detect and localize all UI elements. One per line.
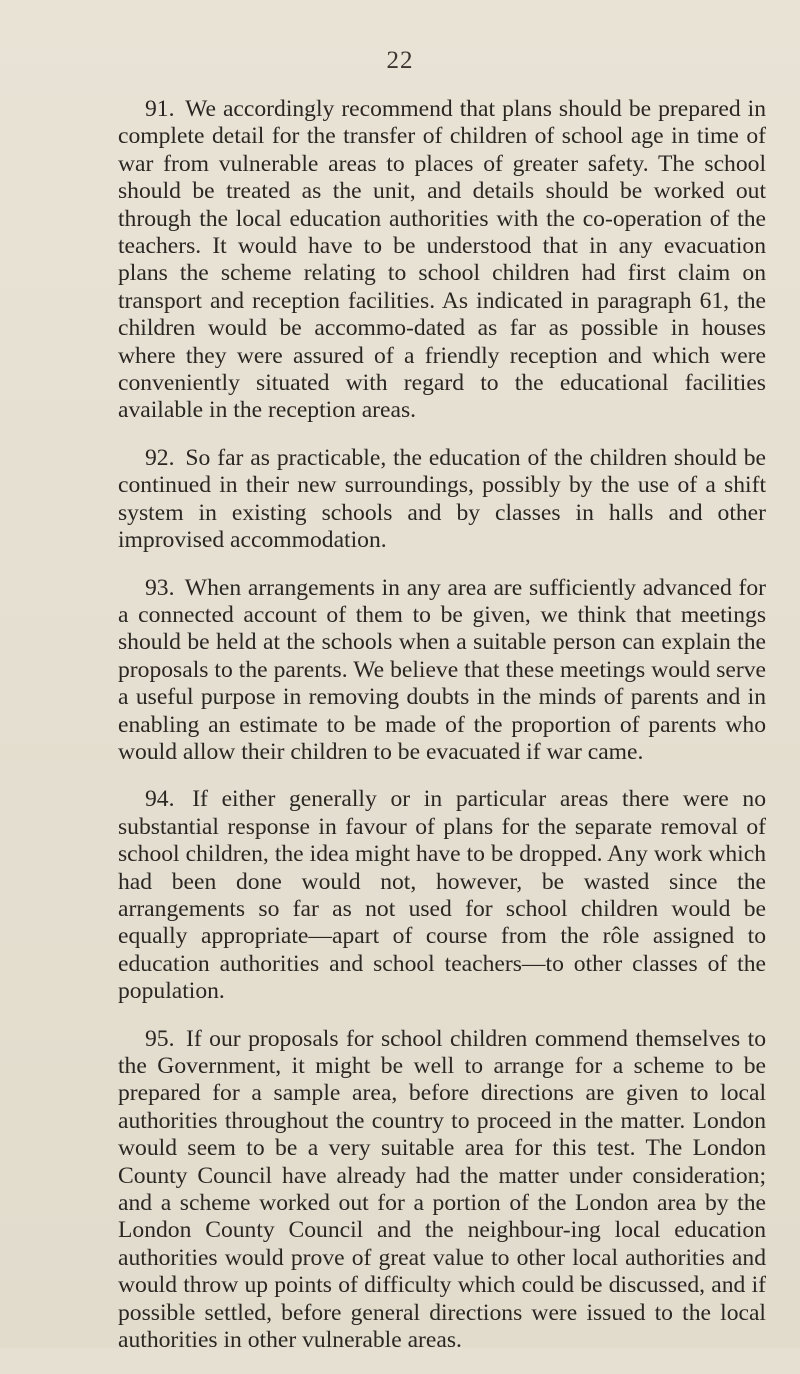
paragraph-94 (118, 786, 766, 1005)
paragraph-number: 93. (145, 574, 175, 601)
paragraph-92 (118, 445, 766, 555)
paragraph-95 (118, 1026, 766, 1355)
paragraph-number: 91. (145, 96, 175, 122)
paragraph-text: We accordingly recommend that plans should be prepared in complete detail for the transfer of children of school age in time of war from vulnerable areas to places of greater safety. The school should be treated as the unit, and details should be worked out through the local education authorities with the co-operation of the teachers. It would have to be understood that in any evacuation plans the scheme relating to school children had first claim on transport and reception facilities. As indicated in paragraph 61, the children would be accommo-dated as far as possible in houses where they were assured of a friendly reception and which were conveniently situated with regard to the educational facilities available in the reception areas. (118, 96, 766, 424)
paragraph-number: 94. (145, 786, 175, 813)
page-number: 22 (386, 47, 414, 74)
paragraph-text: If either generally or in particular areas there were no substantial response in favour of plans for the separate removal of school children, the idea might have to be dropped. Any work which had been done would not, however, be wasted since the arrangements so far as not used for school children would be equally appropriate—apart of course from the rôle assigned to education authorities and school teachers—to other classes of the population. (118, 786, 766, 1005)
paragraph-93 (118, 575, 766, 767)
paragraph-91 (118, 96, 766, 425)
paragraph-number: 95. (145, 1025, 175, 1052)
paragraph-number: 92. (145, 444, 175, 471)
body-text (118, 96, 766, 1374)
paragraph-text: When arrangements in any area are sufficiently advanced for a connected account of them to be given, we think that meetings should be held at the schools when a suitable person can explain the proposals to the parents. We believe that these meetings would serve a useful purpose in removing doubts in the minds of parents and in enabling an estimate to be made of the proportion of parents who would allow their children to be evacuated if war came. (118, 574, 766, 765)
paragraph-text: So far as practicable, the education of the children should be continued in their new surroundings, possibly by the use of a shift system in existing schools and by classes in halls and other improvised accommodation. (118, 444, 766, 554)
paragraph-text: If our proposals for school children commend themselves to the Government, it might be well to arrange for a scheme to be prepared for a sample area, before directions are given to local authorities throughout the country to proceed in the matter. London would seem to be a very suitable area for this test. The London County Council have already had the matter under consideration; and a scheme worked out for a portion of the London area by the London County Council and the neighbour-ing local education authorities would prove of great value to other local authorities and would throw up points of difficulty which could be discussed, and if possible settled, before general directions were issued to the local authorities in other vulnerable areas. (118, 1025, 766, 1354)
